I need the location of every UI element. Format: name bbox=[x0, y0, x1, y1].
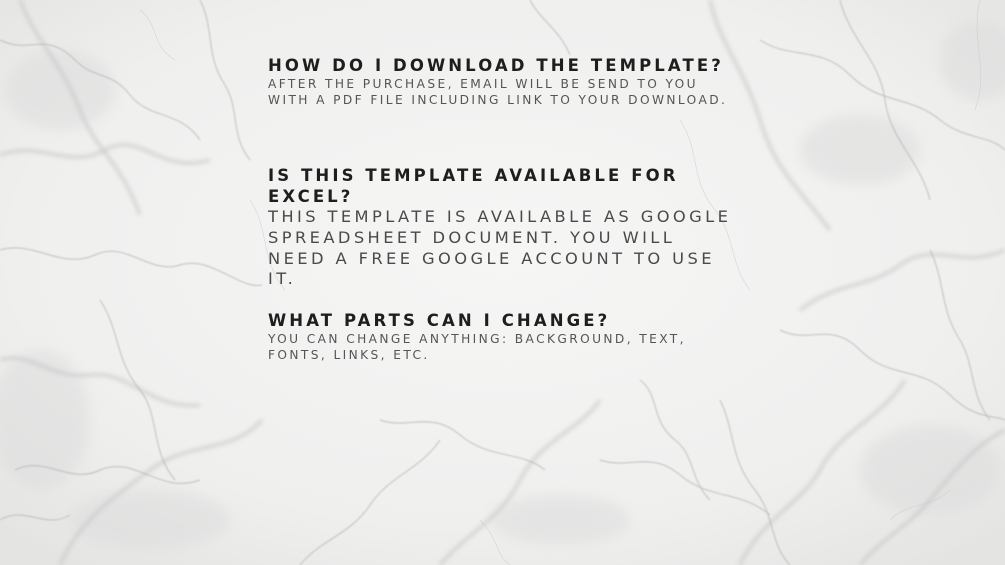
faq-question: WHAT PARTS CAN I CHANGE? bbox=[268, 311, 611, 330]
faq-answer: THIS TEMPLATE IS AVAILABLE AS GOOGLE SPREADSHEET DOCUMENT. YOU WILL NEED A FREE GOOGLE ACCOUNT TO USE IT. bbox=[268, 207, 732, 289]
faq-item bbox=[268, 55, 738, 109]
faq-answer: AFTER THE PURCHASE, EMAIL WILL BE SEND TO YOU WITH A PDF FILE INCLUDING LINK TO YOUR DOWNLOAD. bbox=[268, 77, 728, 108]
faq-question: IS THIS TEMPLATE AVAILABLE FOR EXCEL? bbox=[268, 166, 679, 206]
faq-item bbox=[268, 165, 738, 290]
faq-answer: YOU CAN CHANGE ANYTHING: BACKGROUND, TEXT, FONTS, LINKS, ETC. bbox=[268, 332, 686, 363]
faq-question: HOW DO I DOWNLOAD THE TEMPLATE? bbox=[268, 56, 724, 75]
faq-item bbox=[268, 310, 738, 364]
